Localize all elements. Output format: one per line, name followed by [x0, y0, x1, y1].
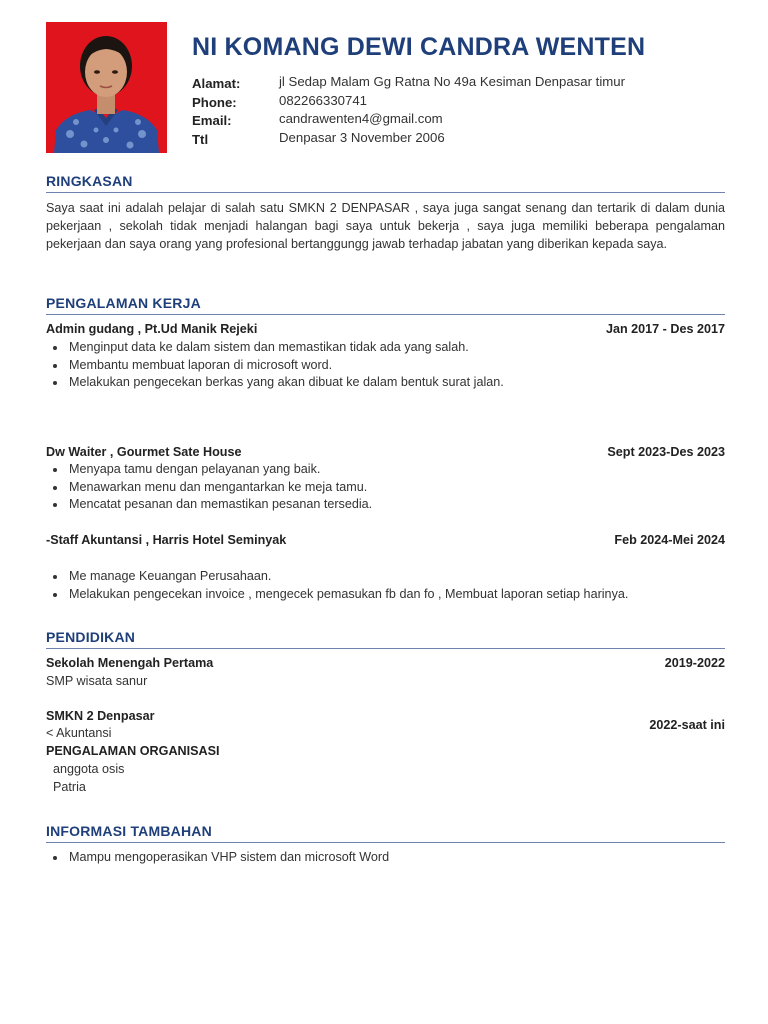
school-header	[46, 656, 725, 674]
school-period: 2019-2022	[664, 656, 725, 670]
contact-label: Alamat:	[192, 76, 241, 91]
list-item	[46, 568, 686, 586]
list-item	[46, 461, 686, 479]
bullet-text: Menawarkan menu dan mengantarkan ke meja tamu.	[69, 479, 368, 494]
phone-value: 082266330741	[279, 92, 368, 108]
job-points	[46, 461, 686, 514]
bullet-text: Mampu mengoperasikan VHP sistem dan microsoft Word	[69, 850, 390, 864]
bullet-text: Mencatat pesanan dan memastikan pesanan tersedia.	[69, 497, 373, 511]
list-item	[46, 374, 686, 392]
contact-label: Ttl	[192, 131, 209, 147]
contact-row-email	[192, 111, 732, 130]
candidate-name: NI KOMANG DEWI CANDRA WENTEN	[192, 33, 646, 61]
birth-value: Denpasar 3 November 2006	[279, 129, 445, 145]
list-item	[46, 496, 686, 514]
job-role: Admin gudang , Pt.Ud Manik Rejeki	[46, 322, 258, 336]
job-period: Jan 2017 - Des 2017	[605, 322, 725, 336]
section-title-additional: INFORMASI TAMBAHAN	[46, 823, 725, 843]
list-item	[46, 339, 686, 357]
bullet-text: Melakukan pengecekan berkas yang akan dibuat ke dalam bentuk surat jalan.	[69, 375, 504, 389]
section-title-summary: RINGKASAN	[46, 173, 725, 193]
summary-text: Saya saat ini adalah pelajar di salah satu SMKN 2 DENPASAR , saya juga sangat senang dan tertarik di dalam dunia pekerjaan , sekolah tidak menjadi halangan bagi saya untuk bekerja , saya juga memiliki beberapa pengalaman pekerjaan dan saya orang yang profesional bertanggungg jawab terhadap jabatan yang diberikan kepada saya.	[46, 201, 725, 251]
school-detail: SMP wisata sanur	[46, 674, 148, 688]
job-points	[46, 339, 686, 392]
job-role: Dw Waiter , Gourmet Sate House	[46, 445, 242, 459]
list-item	[46, 849, 686, 867]
organization-item: Patria	[53, 780, 86, 794]
contact-label: Email:	[192, 113, 232, 128]
section-title-education: PENDIDIKAN	[46, 629, 725, 649]
job-period: Sept 2023-Des 2023	[607, 445, 725, 459]
bullet-text: Membantu membuat laporan di microsoft word.	[69, 357, 333, 372]
organization-title: PENGALAMAN ORGANISASI	[46, 744, 220, 758]
organization-item: anggota osis	[53, 762, 125, 776]
bullet-text: Menyapa tamu dengan pelayanan yang baik.	[69, 462, 321, 476]
job-period: Feb 2024-Mei 2024	[614, 533, 725, 547]
list-item	[46, 479, 686, 497]
school-name: SMKN 2 Denpasar	[46, 709, 155, 723]
bullet-text: Me manage Keuangan Perusahaan.	[69, 569, 272, 583]
address-value: jl Sedap Malam Gg Ratna No 49a Kesiman Denpasar timur	[279, 74, 625, 89]
contact-info	[192, 74, 732, 148]
job-role: -Staff Akuntansi , Harris Hotel Seminyak	[46, 533, 287, 547]
contact-label: Phone:	[192, 94, 237, 110]
school-detail: < Akuntansi	[46, 726, 112, 740]
list-item	[46, 357, 686, 375]
contact-row-phone	[192, 93, 732, 112]
list-item	[46, 586, 686, 604]
contact-row-birth	[192, 130, 732, 149]
job-header	[46, 533, 725, 551]
job-points	[46, 568, 686, 603]
school-name: Sekolah Menengah Pertama	[46, 656, 214, 670]
email-value: candrawenten4@gmail.com	[279, 111, 443, 126]
profile-photo	[46, 22, 167, 153]
school-period: 2022-saat ini	[649, 718, 725, 732]
job-header	[46, 322, 725, 340]
bullet-text: Melakukan pengecekan invoice , mengecek pemasukan fb dan fo , Membuat laporan setiap harinya.	[69, 586, 629, 601]
bullet-text: Menginput data ke dalam sistem dan memastikan tidak ada yang salah.	[69, 340, 469, 354]
additional-points	[46, 849, 686, 867]
contact-row-address	[192, 74, 732, 93]
section-title-experience: PENGALAMAN KERJA	[46, 295, 725, 315]
